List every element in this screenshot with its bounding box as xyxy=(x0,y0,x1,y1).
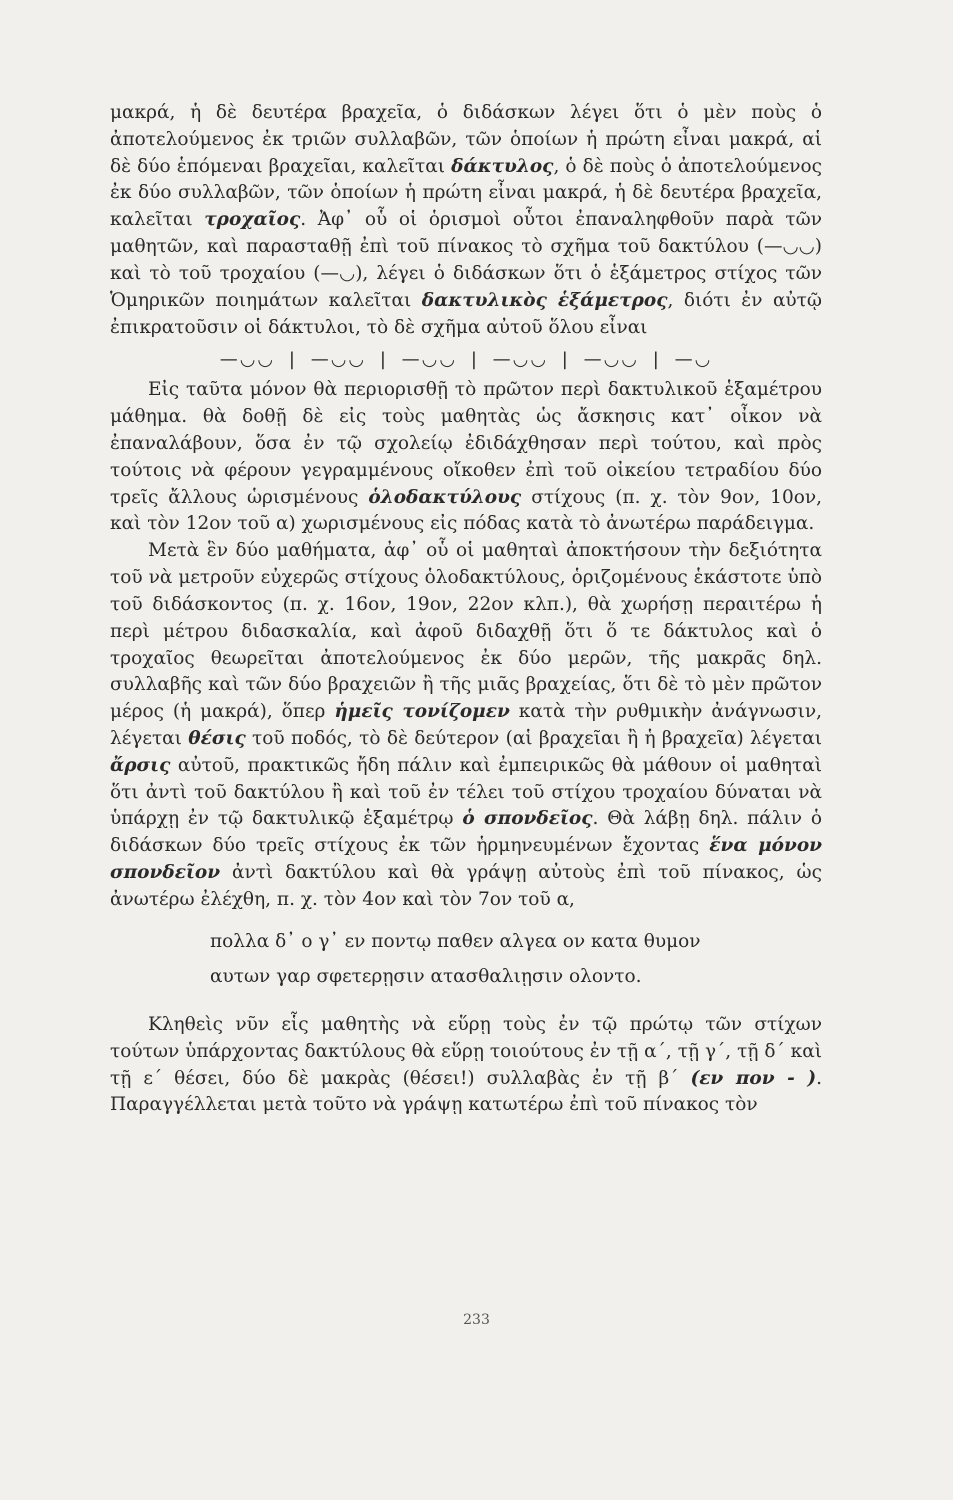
trochee-symbol: —◡ xyxy=(320,262,356,284)
text-run: . Ἀφ᾿ οὗ οἱ ὁρισμοὶ οὗτοι ἐπαναληφθοῦν παρὰ τῶν μαθητῶν, καὶ παρασταθῇ ἐπὶ τοῦ πίνακος τὸ σχῆμα τοῦ δακτύλου ( xyxy=(110,209,822,258)
term-one-spondee: ἕνα μόνον σπονδεῖον xyxy=(110,835,822,884)
text-run: τοῦ ποδός, τὸ δὲ δεύτερον (αἱ βραχεῖαι ἢ ἡ βραχεῖα) λέγεται xyxy=(252,727,822,749)
paragraph-1 xyxy=(110,100,822,341)
text-run: αὐτοῦ, πρακτικῶς ἤδη πάλιν καὶ ἐμπειρικῶς θὰ μάθουν οἱ μαθηταὶ ὅτι ἀντὶ τοῦ δακτύλου ἢ καὶ τοῦ ἐν τέλει τοῦ στίχου τροχαίου δύναται νὰ ὑπάρχῃ ἐν τῷ δακτυλικῷ ἑξαμέτρῳ xyxy=(110,754,822,830)
meter-separator: | xyxy=(288,349,297,371)
meter-foot: —◡◡ xyxy=(310,349,367,371)
verse-line: πολλα δ᾿ ο γ᾿ εν ποντῳ παθεν αλγεα ον κατα θυμον xyxy=(210,930,701,952)
paragraph-4 xyxy=(110,1012,822,1119)
text-run: , ὁ δὲ ποὺς ὁ ἀποτελούμενος ἐκ δύο συλλαβῶν, τῶν ὁποίων ἡ πρώτη εἶναι μακρά, ἡ δὲ δευτέρα βραχεῖα, καλεῖται xyxy=(110,155,822,231)
text-run: Εἰς ταῦτα μόνον θὰ περιορισθῇ τὸ πρῶτον περὶ δακτυλικοῦ ἑξαμέτρου μάθημα. θὰ δοθῇ δὲ εἰς τοὺς μαθητὰς ὡς ἄσκησις κατ᾿ οἶκον νὰ ἐπαναλάβουν, ὅσα ἐν τῷ σχολείῳ ἐδιδάχθησαν περὶ τούτου, καὶ πρὸς τούτοις νὰ φέρουν γεγραμμένους οἴκοθεν ἐπὶ τοῦ οἰκείου τετραδίου δύο τρεῖς ἄλλους ὡρισμένους xyxy=(110,379,822,508)
hexameter-scheme xyxy=(110,347,822,373)
term-holodaktylous: ὁλοδακτύλους xyxy=(368,486,522,508)
term-arsis: ἄρσις xyxy=(110,754,171,776)
term-dactylic-hexameter: δακτυλικὸς ἑξάμετρος xyxy=(421,289,668,311)
meter-foot: —◡◡ xyxy=(492,349,549,371)
term-trochaios: τροχαῖος xyxy=(204,209,301,231)
meter-separator: | xyxy=(379,349,388,371)
page-number: 233 xyxy=(463,1312,490,1328)
text-run: στίχους (π. χ. τὸν 9ον, 10ον, καὶ τὸν 12ον τοῦ α) χωρισμένους εἰς πόδας κατὰ τὸ ἀνωτέρω παράδειγμα. xyxy=(110,486,822,535)
verse-quote xyxy=(210,924,822,994)
text-run: μακρά, ἡ δὲ δευτέρα βραχεῖα, ὁ διδάσκων λέγει ὅτι ὁ μὲν ποὺς ὁ ἀποτελούμενος ἐκ τριῶν συλλαβῶν, τῶν ὁποίων ἡ πρώτη εἶναι μακρά, αἱ δὲ δύο ἑπόμεναι βραχεῖαι, καλεῖται xyxy=(110,102,822,177)
meter-foot: —◡◡ xyxy=(583,349,640,371)
text-run: ) καὶ τὸ τοῦ τροχαίου ( xyxy=(110,236,822,284)
text-run: . Θὰ λάβῃ δηλ. πάλιν ὁ διδάσκων δύο τρεῖς στίχους ἐκ τῶν ἡρμηνευμένων ἔχοντας xyxy=(110,808,822,857)
paragraph-3 xyxy=(110,538,822,913)
term-emphasis: ἡμεῖς τονίζομεν xyxy=(334,701,510,723)
meter-foot: —◡◡ xyxy=(401,349,458,371)
text-run: ἀντὶ δακτύλου καὶ θὰ γράψῃ αὐτοὺς ἐπὶ τοῦ πίνακος, ὡς ἀνωτέρω ἐλέχθη, π. χ. τὸν 4ον καὶ τὸν 7ον τοῦ α, xyxy=(110,862,822,910)
meter-separator: | xyxy=(561,349,570,371)
dactyl-symbol: —◡◡ xyxy=(763,236,815,258)
text-run: Κληθεὶς νῦν εἷς μαθητὴς νὰ εὕρῃ τοὺς ἐν τῷ πρώτῳ τῶν στίχων τούτων ὑπάρχοντας δακτύλους θὰ εὕρῃ τοιούτους ἐν τῇ α΄, τῇ γ΄, τῇ δ΄ καὶ τῇ ε΄ θέσει, δύο δὲ μακρὰς (θέσει!) συλλαβὰς ἐν τῇ β΄ xyxy=(110,1013,822,1089)
verse-line: αυτων γαρ σφετερῃσιν ατασθαλιῃσιν ολοντο. xyxy=(210,965,642,987)
meter-separator: | xyxy=(470,349,479,371)
term-en-pon: (εν πον - ) xyxy=(690,1067,817,1089)
meter-foot: —◡ xyxy=(674,349,713,371)
text-run: ), λέγει ὁ διδάσκων ὅτι ὁ ἑξάμετρος στίχος τῶν Ὁμηρικῶν ποιημάτων καλεῖται xyxy=(110,262,822,311)
paragraph-2 xyxy=(110,377,822,538)
text-run: κατὰ τὴν ρυθμικὴν ἀνάγνωσιν, λέγεται xyxy=(110,701,822,749)
text-run: , διότι ἐν αὐτῷ ἐπικρατοῦσιν οἱ δάκτυλοι, τὸ δὲ σχῆμα αὐτοῦ ὅλου εἶναι xyxy=(110,289,822,338)
term-daktylos: δάκτυλος xyxy=(451,155,554,177)
term-thesis: θέσις xyxy=(188,727,246,749)
term-spondeios: ὁ σπονδεῖος xyxy=(462,808,593,830)
meter-foot: —◡◡ xyxy=(219,349,276,371)
meter-separator: | xyxy=(652,349,661,371)
body-text xyxy=(110,100,822,1119)
text-run: Μετὰ ἓν δύο μαθήματα, ἀφ᾿ οὗ οἱ μαθηταὶ ἀποκτήσουν τὴν δεξιότητα τοῦ νὰ μετροῦν εὐχερῶς στίχους ὁλοδακτύλους, ὁριζομένους ἑκάστοτε ὑπὸ τοῦ διδάσκοντος (π. χ. 16ον, 19ον, 22ον κλπ.), θὰ χωρήσῃ περαιτέρω ἡ περὶ μέτρου διδασκαλία, καὶ ἀφοῦ διδαχθῇ ὅτι ὅ τε δάκτυλος καὶ ὁ τροχαῖος θεωρεῖται ἀποτελούμενος ἐκ δύο μερῶν, τῆς μακρᾶς δηλ. συλλαβῆς καὶ τῶν δύο βραχειῶν ἢ τῆς μιᾶς βραχείας, ὅτι δὲ τὸ μὲν πρῶτον μέρος (ἡ μακρά), ὅπερ xyxy=(110,540,822,723)
text-run: . Παραγγέλλεται μετὰ τοῦτο νὰ γράψῃ κατωτέρω ἐπὶ τοῦ πίνακος τὸν xyxy=(110,1067,822,1116)
